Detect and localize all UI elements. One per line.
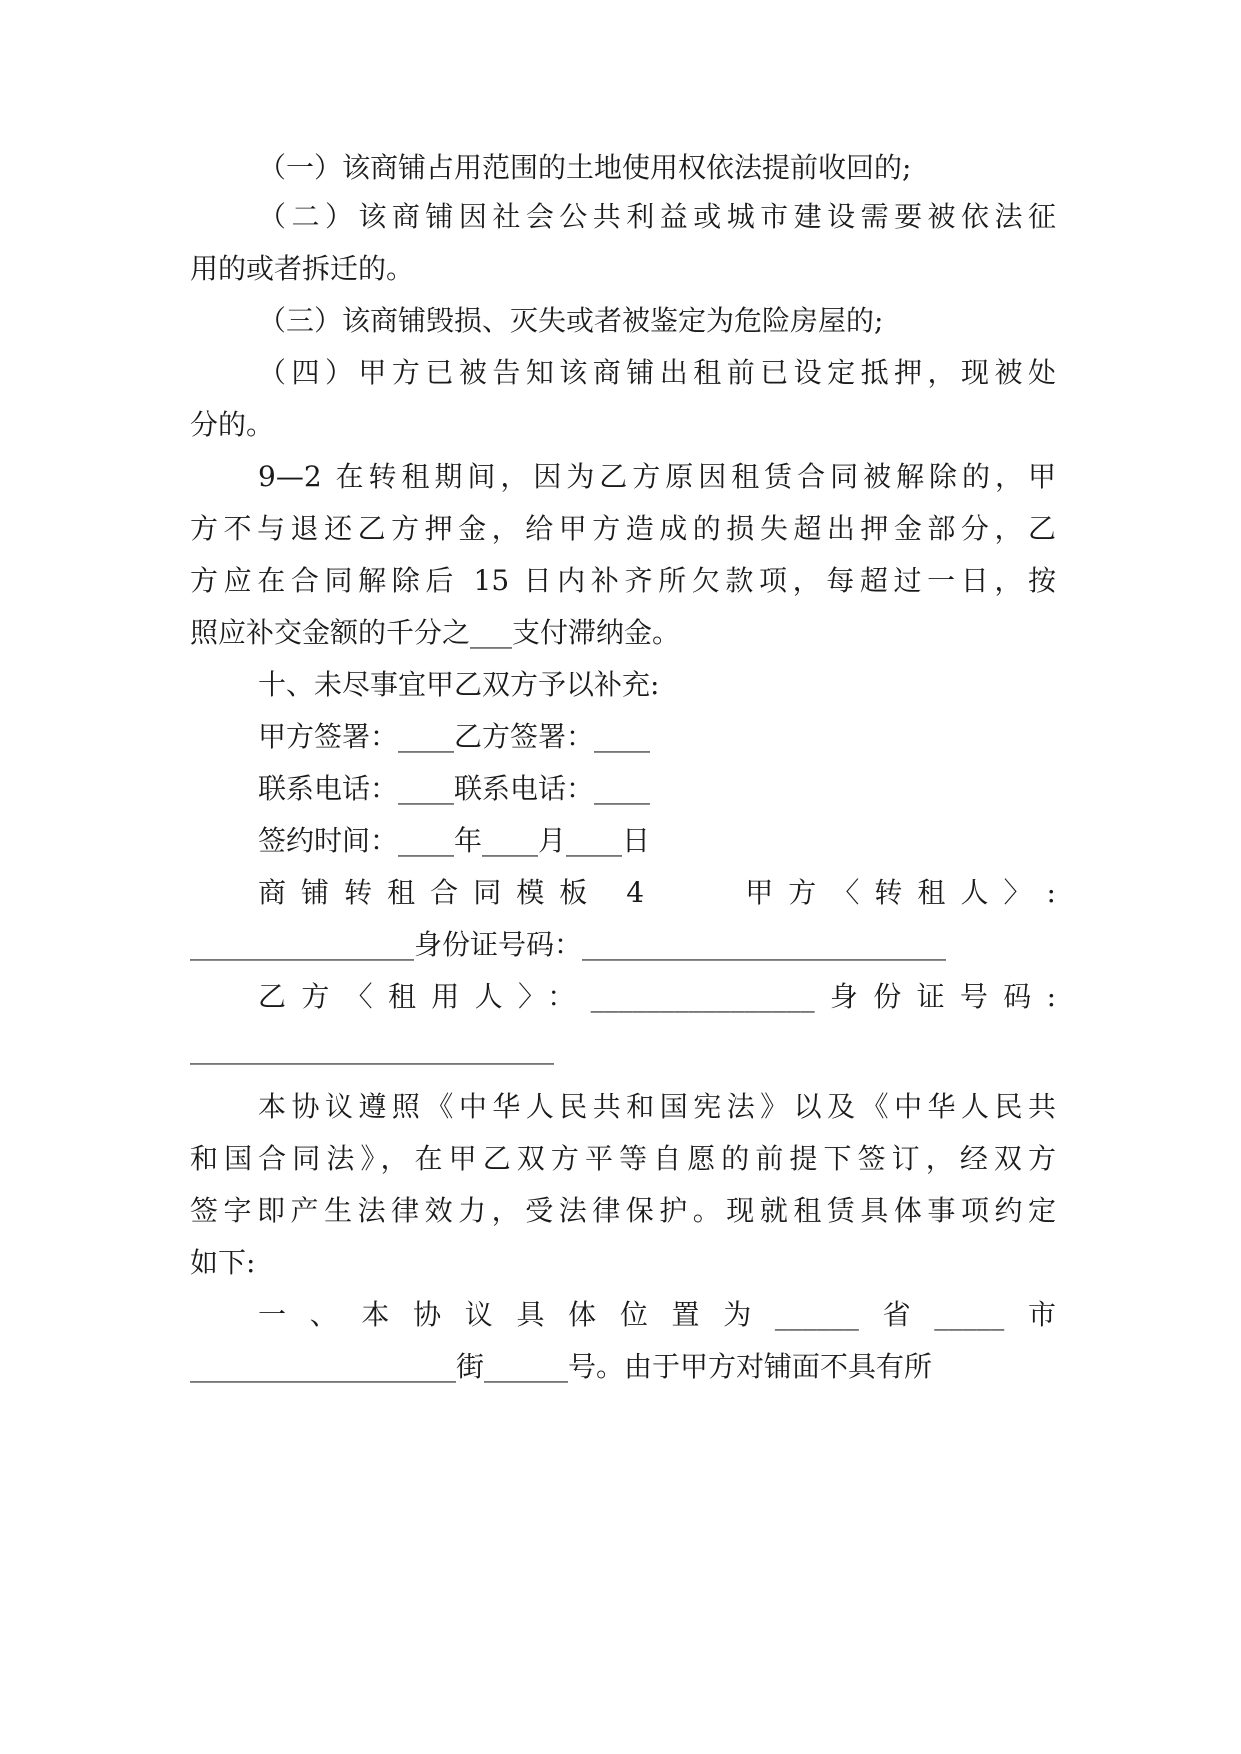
clause-line-9: 方应在合同解除后 15 日内补齐所欠款项，每超过一日，按 bbox=[190, 564, 1056, 597]
date-line: 签约时间：____年____月____日 bbox=[258, 824, 651, 857]
agreement-line-1: 本协议遵照《中华人民共和国宪法》以及《中华人民共 bbox=[258, 1090, 1056, 1123]
clause-line-10: 照应补交金额的千分之___支付滞纳金。 bbox=[190, 616, 681, 649]
agreement-line-3: 签字即产生法律效力，受法律保护。现就租赁具体事项约定 bbox=[190, 1194, 1056, 1227]
clause-line-4: （三）该商铺毁损、灭失或者被鉴定为危险房屋的; bbox=[258, 304, 884, 337]
agreement-line-2: 和国合同法》，在甲乙双方平等自愿的前提下签订，经双方 bbox=[190, 1142, 1056, 1175]
clause-line-8: 方不与退还乙方押金，给甲方造成的损失超出押金部分，乙 bbox=[190, 512, 1056, 545]
template-title-line: 商铺转租合同模板 4 甲方〈转租人〉: bbox=[258, 876, 1056, 909]
clause-line-11: 十、未尽事宜甲乙双方予以补充: bbox=[258, 668, 660, 701]
clause-line-2: （二）该商铺因社会公共利益或城市建设需要被依法征 bbox=[258, 200, 1056, 233]
agreement-line-4: 如下: bbox=[190, 1246, 256, 1279]
party-b-line: 乙方〈租用人〉：________________身份证号码: bbox=[258, 980, 1056, 1013]
location-line-1: 一、本协议具体位置为______省_____市 bbox=[258, 1298, 1056, 1331]
signature-line: 甲方签署：____乙方签署：____ bbox=[258, 720, 651, 753]
clause-line-5: （四）甲方已被告知该商铺出租前已设定抵押，现被处 bbox=[258, 356, 1056, 389]
clause-line-7: 9—2 在转租期间，因为乙方原因租赁合同被解除的，甲 bbox=[258, 460, 1056, 493]
party-a-id-line: ________________身份证号码：__________________________ bbox=[190, 928, 947, 961]
party-b-id-line: __________________________ bbox=[190, 1032, 554, 1065]
clause-line-3: 用的或者拆迁的。 bbox=[190, 252, 415, 285]
phone-line: 联系电话：____联系电话：____ bbox=[258, 772, 651, 805]
location-line-2: ___________________街______号。由于甲方对铺面不具有所 bbox=[190, 1350, 933, 1383]
clause-line-1: （一）该商铺占用范围的土地使用权依法提前收回的; bbox=[258, 151, 912, 184]
clause-line-6: 分的。 bbox=[190, 408, 275, 441]
